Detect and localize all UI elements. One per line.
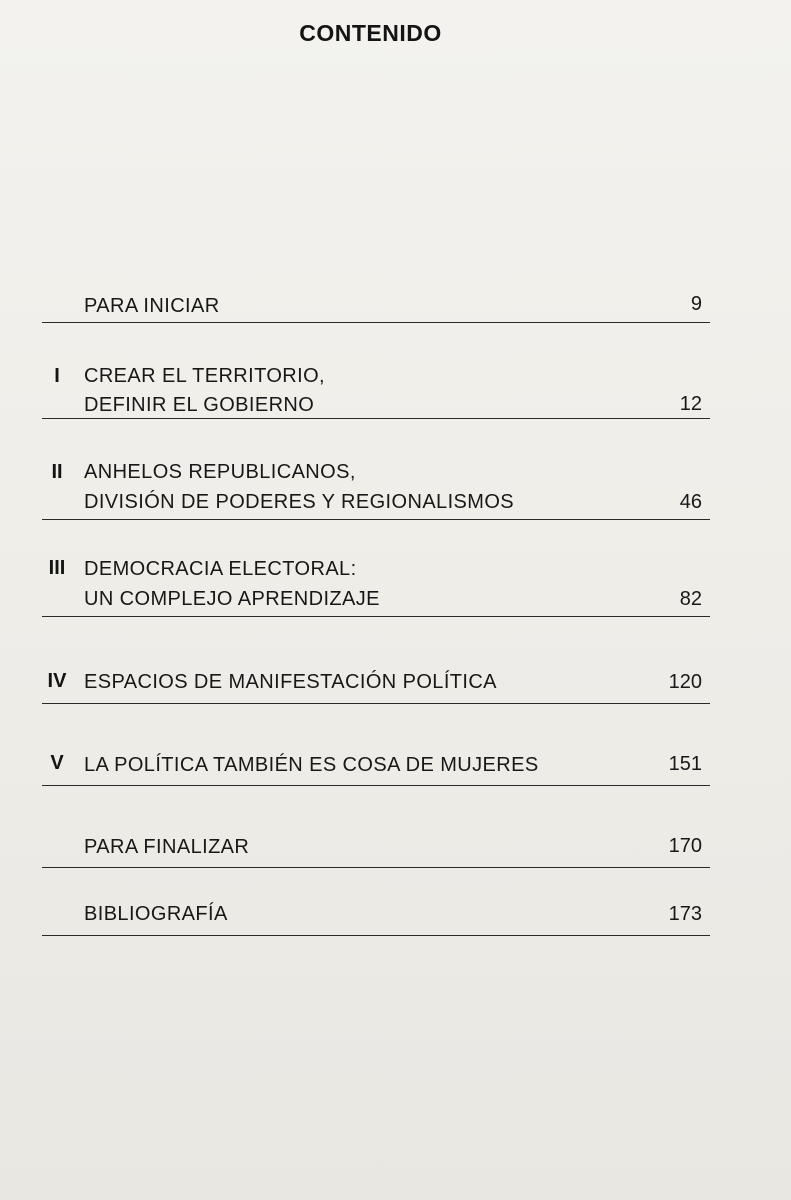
toc-entry-label-line-2: DEFINIR EL GOBIERNO [84, 394, 315, 416]
toc-page-number: 170 [668, 835, 702, 857]
toc-entry-label: PARA FINALIZAR [84, 836, 250, 858]
toc-entry-bibliografia[interactable] [42, 899, 710, 936]
page-title: CONTENIDO [299, 20, 442, 46]
toc-entry-label-line-1: ANHELOS REPUBLICANOS, [84, 461, 356, 483]
toc-entry-label-line-2: DIVISIÓN DE PODERES Y REGIONALISMOS [84, 491, 515, 513]
chapter-numeral: II [51, 461, 63, 483]
toc-entry-chapter-2[interactable] [42, 457, 710, 520]
toc-entry-label-line-2: UN COMPLEJO APRENDIZAJE [84, 588, 380, 610]
toc-entry-chapter-3[interactable] [42, 554, 710, 617]
toc-entry-chapter-4[interactable] [42, 667, 710, 704]
toc-entry-label-line-1: DEMOCRACIA ELECTORAL: [84, 558, 357, 580]
toc-page-number: 46 [679, 491, 702, 513]
toc-entry-para-finalizar[interactable] [42, 832, 710, 868]
toc-entry-label: BIBLIOGRAFÍA [84, 903, 228, 925]
chapter-numeral: III [48, 557, 66, 579]
toc-entry-label-line-1: CREAR EL TERRITORIO, [84, 365, 326, 387]
toc-page-number: 151 [668, 753, 702, 775]
toc-entry-label: LA POLÍTICA TAMBIÉN ES COSA DE MUJERES [84, 754, 539, 776]
toc-page-number: 9 [690, 293, 702, 315]
chapter-numeral: IV [47, 670, 67, 692]
toc-entry-chapter-5[interactable] [42, 750, 710, 786]
chapter-numeral: I [54, 365, 60, 387]
chapter-numeral: V [50, 752, 64, 774]
toc-page-number: 82 [679, 588, 702, 610]
toc-page-number: 120 [668, 671, 702, 693]
toc-entry-label: ESPACIOS DE MANIFESTACIÓN POLÍTICA [84, 671, 497, 693]
toc-entry-para-iniciar[interactable] [42, 290, 710, 323]
toc-page-number: 173 [668, 903, 702, 925]
toc-entry-chapter-1[interactable] [42, 360, 710, 419]
toc-entry-label: PARA INICIAR [84, 295, 220, 317]
toc-page-number: 12 [679, 393, 702, 415]
